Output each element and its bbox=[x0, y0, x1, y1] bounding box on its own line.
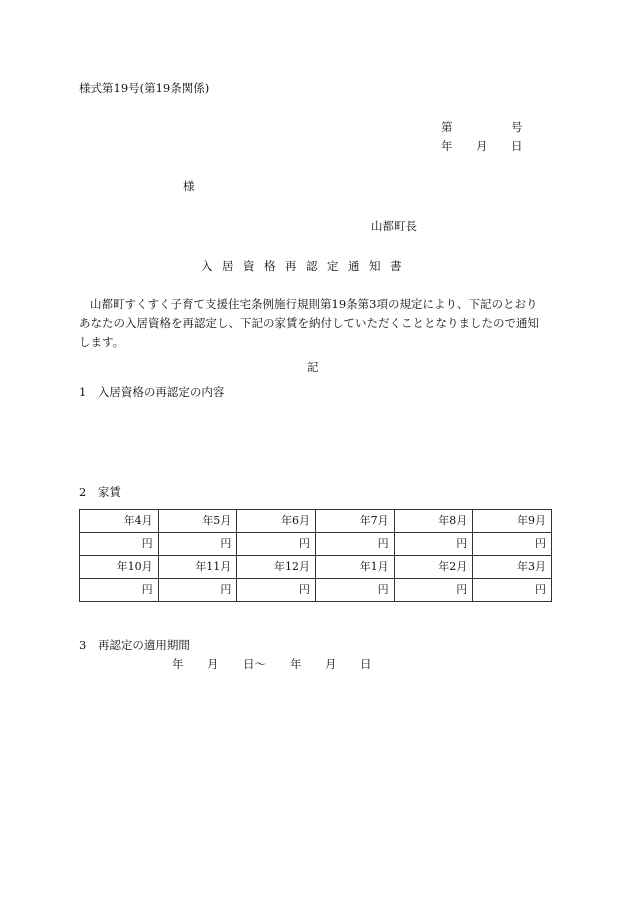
rent-month-cell: 年2月 bbox=[394, 556, 473, 579]
period-day-2: 日 bbox=[360, 657, 372, 671]
period-month: 月 bbox=[207, 657, 219, 671]
issuer: 山都町長 bbox=[371, 219, 417, 233]
rent-month-cell: 年3月 bbox=[473, 556, 552, 579]
period-month-2: 月 bbox=[325, 657, 337, 671]
period-year: 年 bbox=[172, 657, 184, 671]
rent-yen-cell: 円 bbox=[158, 579, 237, 602]
rent-month-cell: 年11月 bbox=[158, 556, 237, 579]
number-dai: 第 bbox=[441, 120, 453, 134]
rent-yen-cell: 円 bbox=[315, 533, 394, 556]
body-line-2: あなたの入居資格を再認定し、下記の家賃を納付していただくこととなりましたので通知 bbox=[79, 316, 539, 330]
body-text bbox=[79, 295, 559, 352]
rent-month-cell: 年9月 bbox=[473, 510, 552, 533]
addressee-suffix: 様 bbox=[183, 179, 195, 193]
form-label: 様式第19号(第19条関係) bbox=[79, 81, 210, 95]
rent-month-cell: 年12月 bbox=[237, 556, 316, 579]
rent-month-cell: 年4月 bbox=[80, 510, 159, 533]
rent-month-cell: 年8月 bbox=[394, 510, 473, 533]
rent-yen-cell: 円 bbox=[80, 579, 159, 602]
rent-yen-cell: 円 bbox=[80, 533, 159, 556]
number-go: 号 bbox=[511, 120, 523, 134]
rent-month-cell: 年10月 bbox=[80, 556, 159, 579]
rent-yen-cell: 円 bbox=[473, 579, 552, 602]
date-month: 月 bbox=[476, 139, 488, 153]
rent-month-cell: 年1月 bbox=[315, 556, 394, 579]
period-day-tilde: 日～ bbox=[243, 657, 266, 671]
date-year: 年 bbox=[441, 139, 453, 153]
section-2-heading: 2 家賃 bbox=[79, 485, 121, 499]
rent-yen-cell: 円 bbox=[394, 533, 473, 556]
rent-yen-cell: 円 bbox=[473, 533, 552, 556]
rent-yen-cell: 円 bbox=[394, 579, 473, 602]
document-title: 入居資格再認定通知書 bbox=[201, 259, 411, 273]
rent-table bbox=[79, 509, 552, 602]
body-line-3: します。 bbox=[79, 335, 125, 349]
rent-month-row-2 bbox=[80, 556, 552, 579]
rent-month-row-1 bbox=[80, 510, 552, 533]
date-day: 日 bbox=[511, 139, 523, 153]
section-1-heading: 1 入居資格の再認定の内容 bbox=[79, 385, 225, 399]
rent-yen-cell: 円 bbox=[237, 579, 316, 602]
rent-yen-row-2 bbox=[80, 579, 552, 602]
rent-yen-cell: 円 bbox=[158, 533, 237, 556]
rent-month-cell: 年6月 bbox=[237, 510, 316, 533]
period-year-2: 年 bbox=[290, 657, 302, 671]
rent-yen-row-1 bbox=[80, 533, 552, 556]
rent-yen-cell: 円 bbox=[315, 579, 394, 602]
rent-month-cell: 年7月 bbox=[315, 510, 394, 533]
rent-month-cell: 年5月 bbox=[158, 510, 237, 533]
ki-label: 記 bbox=[307, 360, 319, 374]
body-line-1: 山都町すくすく子育て支援住宅条例施行規則第19条第3項の規定により、下記のとおり bbox=[90, 297, 538, 311]
rent-yen-cell: 円 bbox=[237, 533, 316, 556]
section-3-heading: 3 再認定の適用期間 bbox=[79, 638, 190, 652]
